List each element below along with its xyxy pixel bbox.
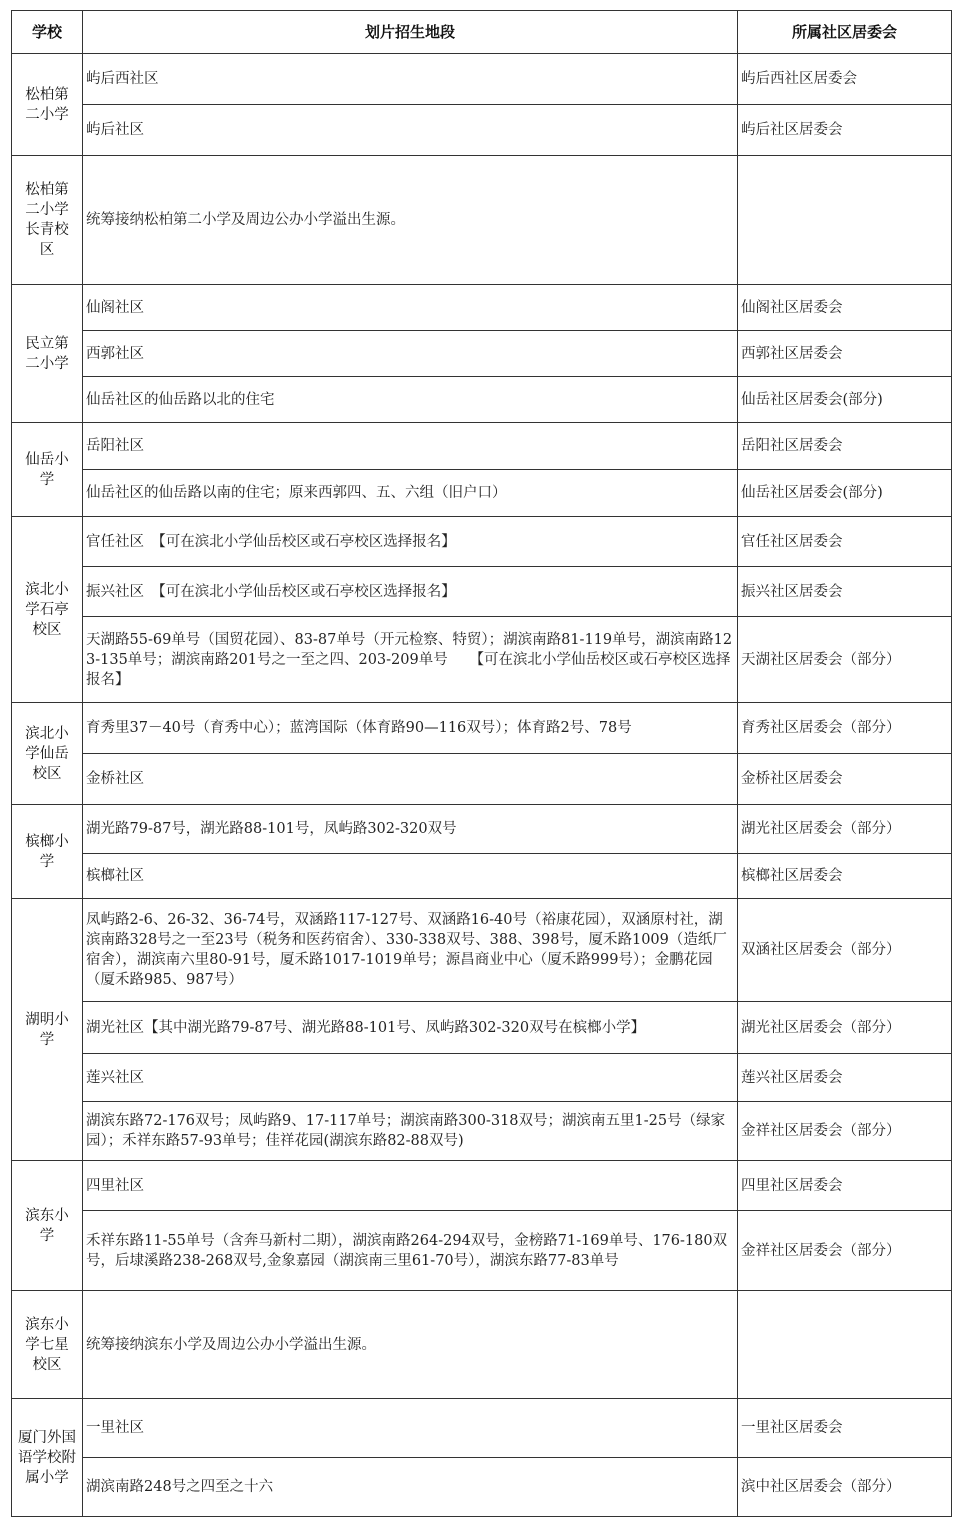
area-cell: 屿后西社区: [83, 54, 738, 105]
table-row: [12, 1054, 952, 1102]
table-row: [12, 285, 952, 331]
committee-cell: 西郭社区居委会: [738, 331, 952, 377]
school-name: 湖明小学: [25, 1011, 69, 1048]
school-cell: [12, 423, 83, 517]
table-row: [12, 470, 952, 517]
header-committee: 所属社区居委会: [738, 11, 952, 54]
school-name: 滨东小学七星校区: [25, 1316, 69, 1373]
area-cell: 仙岳社区的仙岳路以南的住宅；原来西郭四、五、六组（旧户口）: [83, 470, 738, 517]
school-cell: [12, 805, 83, 899]
table-row: [12, 617, 952, 703]
committee-cell: 滨中社区居委会（部分）: [738, 1458, 952, 1517]
table-row: [12, 854, 952, 899]
school-name: 民立第二小学: [25, 335, 69, 372]
committee-cell: 仙阁社区居委会: [738, 285, 952, 331]
area-cell: 湖光社区【其中湖光路79-87号、湖光路88-101号、凤屿路302-320双号在槟榔小学】: [83, 1002, 738, 1054]
committee-cell: 一里社区居委会: [738, 1399, 952, 1458]
table-row: [12, 899, 952, 1002]
area-cell: 禾祥东路11-55单号（含奔马新村二期），湖滨南路264-294双号，金榜路71-169单号、176-180双号，后埭溪路238-268双号,金象嘉园（湖滨南三里61-70号），湖滨东路77-83单号: [83, 1211, 738, 1291]
area-cell: 凤屿路2-6、26-32、36-74号，双涵路117-127号、双涵路16-40号（裕康花园），双涵原村社，湖滨南路328号之一至23号（税务和医药宿舍）、330-338双号、388、398号，厦禾路1009（造纸厂宿舍），湖滨南六里80-91号，厦禾路1017-1019单号；源昌商业中心（厦禾路999号）；金鹏花园（厦禾路985、987号）: [83, 899, 738, 1002]
school-cell: [12, 54, 83, 156]
table-row: [12, 703, 952, 754]
area-cell: 四里社区: [83, 1161, 738, 1211]
table-row: [12, 105, 952, 156]
area-cell: 一里社区: [83, 1399, 738, 1458]
committee-cell: 四里社区居委会: [738, 1161, 952, 1211]
committee-cell: 双涵社区居委会（部分）: [738, 899, 952, 1002]
committee-cell: 金桥社区居委会: [738, 754, 952, 805]
area-cell: 湖滨东路72-176双号；凤屿路9、17-117单号；湖滨南路300-318双号；湖滨南五里1-25号（绿家园）；禾祥东路57-93单号；佳祥花园(湖滨东路82-88双号): [83, 1102, 738, 1161]
area-cell: 仙岳社区的仙岳路以北的住宅: [83, 377, 738, 423]
school-name: 松柏第二小学: [25, 86, 69, 123]
table-row: [12, 1211, 952, 1291]
committee-cell: 育秀社区居委会（部分）: [738, 703, 952, 754]
area-cell: 育秀里37－40号（育秀中心）；蓝湾国际（体育路90—116双号）；体育路2号、78号: [83, 703, 738, 754]
area-cell: 统筹接纳松柏第二小学及周边公办小学溢出生源。: [83, 156, 738, 285]
area-cell: 振兴社区 【可在滨北小学仙岳校区或石亭校区选择报名】: [83, 567, 738, 617]
area-cell: 湖光路79-87号，湖光路88-101号，凤屿路302-320双号: [83, 805, 738, 854]
school-name: 厦门外国语学校附属小学: [18, 1429, 76, 1486]
header-row: [12, 11, 952, 54]
table-row: [12, 377, 952, 423]
school-name: 滨北小学仙岳校区: [25, 725, 69, 782]
school-name: 松柏第二小学长青校区: [25, 182, 69, 258]
school-cell: [12, 1399, 83, 1517]
committee-cell: 槟榔社区居委会: [738, 854, 952, 899]
table-row: [12, 331, 952, 377]
header-school: 学校: [12, 11, 83, 54]
table-row: [12, 805, 952, 854]
school-name: 滨北小学石亭校区: [25, 581, 69, 638]
table-row: [12, 156, 952, 285]
school-cell: [12, 899, 83, 1161]
area-cell: 统筹接纳滨东小学及周边公办小学溢出生源。: [83, 1291, 738, 1399]
table-row: [12, 1002, 952, 1054]
school-cell: [12, 703, 83, 805]
school-cell: [12, 1161, 83, 1291]
school-name: 仙岳小学: [25, 451, 69, 488]
table-row: [12, 517, 952, 567]
table-row: [12, 1102, 952, 1161]
committee-cell: 湖光社区居委会（部分）: [738, 805, 952, 854]
school-cell: [12, 517, 83, 703]
committee-cell: 金祥社区居委会（部分）: [738, 1211, 952, 1291]
area-cell: 湖滨南路248号之四至之十六: [83, 1458, 738, 1517]
committee-cell: 屿后西社区居委会: [738, 54, 952, 105]
area-cell: 金桥社区: [83, 754, 738, 805]
committee-cell: 屿后社区居委会: [738, 105, 952, 156]
area-cell: 天湖路55-69单号（国贸花园）、83-87单号（开元检察、特贸）；湖滨南路81-119单号，湖滨南路123-135单号；湖滨南路201号之一至之四、203-209单号 【可在滨北小学仙岳校区或石亭校区选择报名】: [83, 617, 738, 703]
table-row: [12, 754, 952, 805]
area-cell: 西郭社区: [83, 331, 738, 377]
table-row: [12, 1161, 952, 1211]
school-cell: [12, 285, 83, 423]
committee-cell: 仙岳社区居委会(部分): [738, 377, 952, 423]
table-row: [12, 1399, 952, 1458]
committee-cell: 振兴社区居委会: [738, 567, 952, 617]
committee-cell: [738, 1291, 952, 1399]
enrollment-zone-table: [11, 10, 952, 1517]
table-row: [12, 1458, 952, 1517]
area-cell: 仙阁社区: [83, 285, 738, 331]
school-cell: [12, 156, 83, 285]
school-cell: [12, 1291, 83, 1399]
table-row: [12, 423, 952, 470]
committee-cell: 官任社区居委会: [738, 517, 952, 567]
area-cell: 莲兴社区: [83, 1054, 738, 1102]
table-row: [12, 54, 952, 105]
area-cell: 屿后社区: [83, 105, 738, 156]
table-row: [12, 1291, 952, 1399]
school-name: 槟榔小学: [25, 833, 69, 870]
school-name: 滨东小学: [25, 1207, 69, 1244]
area-cell: 槟榔社区: [83, 854, 738, 899]
committee-cell: 莲兴社区居委会: [738, 1054, 952, 1102]
area-cell: 岳阳社区: [83, 423, 738, 470]
committee-cell: 金祥社区居委会（部分）: [738, 1102, 952, 1161]
table-row: [12, 567, 952, 617]
committee-cell: [738, 156, 952, 285]
committee-cell: 岳阳社区居委会: [738, 423, 952, 470]
header-area: 划片招生地段: [83, 11, 738, 54]
area-cell: 官任社区 【可在滨北小学仙岳校区或石亭校区选择报名】: [83, 517, 738, 567]
committee-cell: 湖光社区居委会（部分）: [738, 1002, 952, 1054]
committee-cell: 天湖社区居委会（部分）: [738, 617, 952, 703]
committee-cell: 仙岳社区居委会(部分): [738, 470, 952, 517]
